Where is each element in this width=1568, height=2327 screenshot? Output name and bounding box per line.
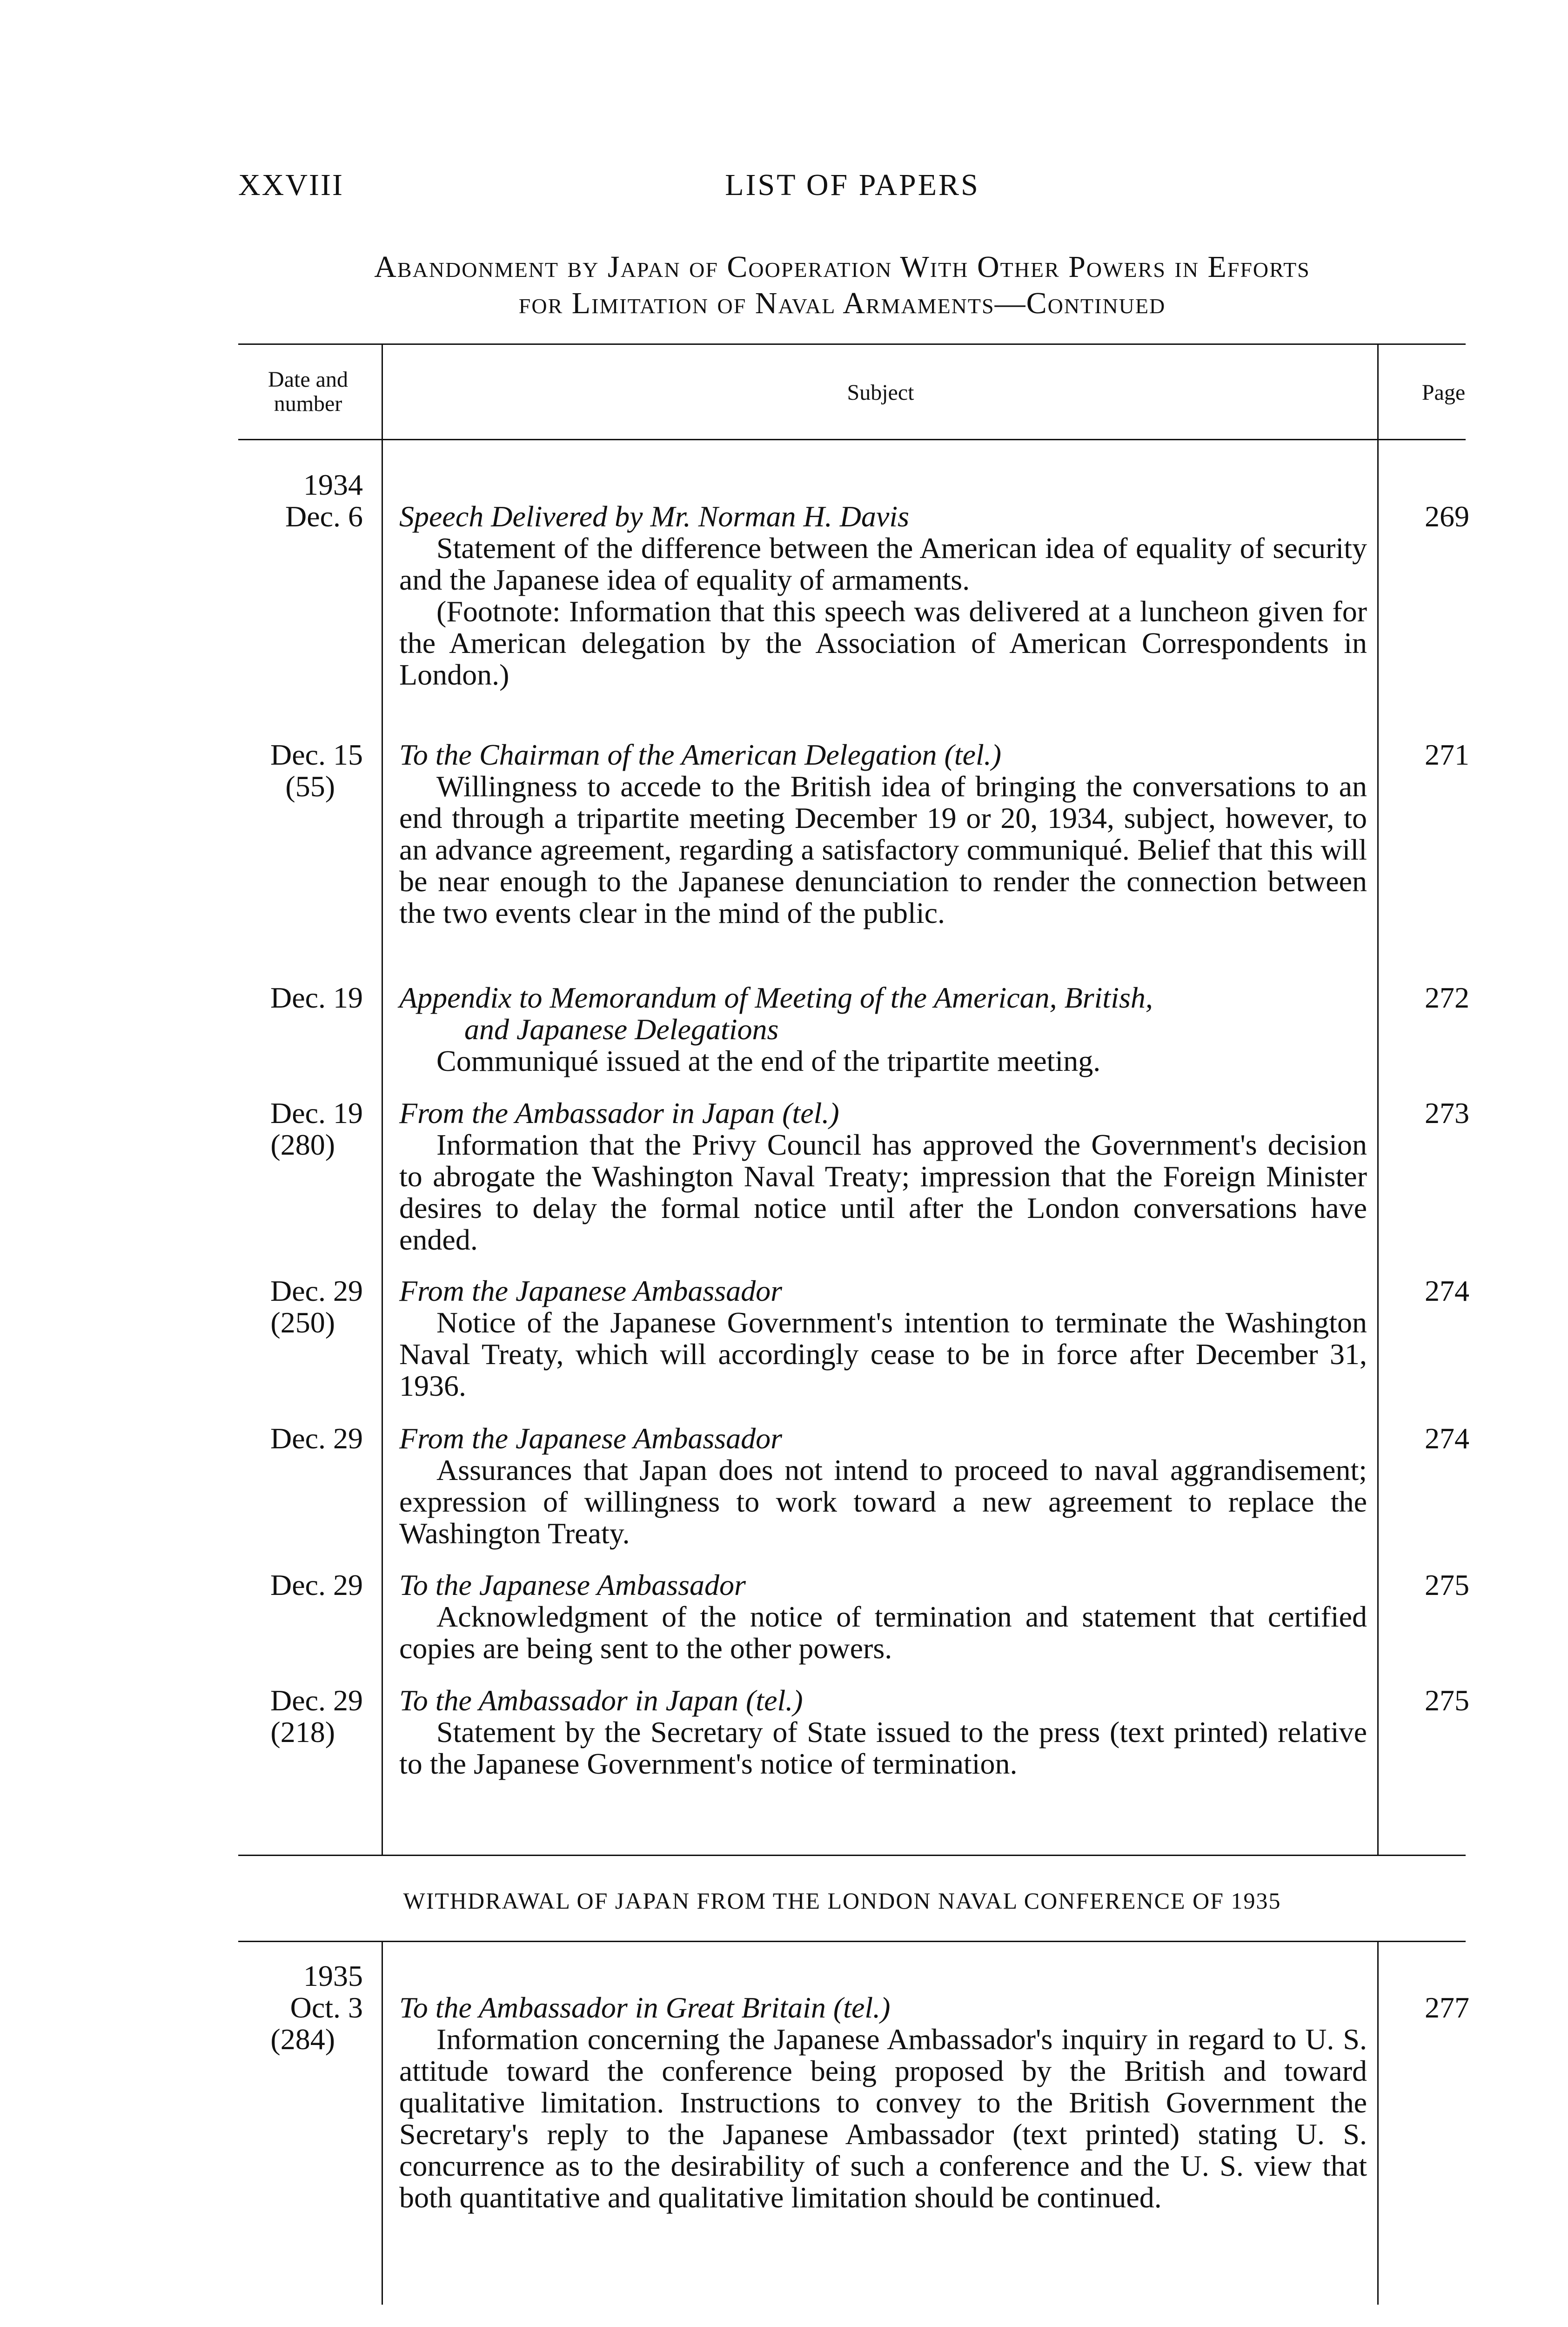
entry-page: 274	[1425, 1422, 1469, 1455]
entry-title: From the Ambassador in Japan (tel.)	[399, 1096, 839, 1130]
entry-number: (218)	[270, 1715, 335, 1749]
table2-column-divider-page	[1377, 1942, 1379, 2305]
entry-subject	[399, 501, 1367, 691]
entry-title-continued: and Japanese Delegations	[464, 1013, 779, 1046]
column-header-date-line2: number	[274, 391, 342, 416]
entry-date-cell	[219, 1275, 363, 1338]
table2-column-divider-date	[382, 1942, 383, 2305]
entry-date: Dec. 29	[270, 1274, 363, 1307]
entry-description: Acknowledgment of the notice of termination and statement that certified copies are being sent to the other powers.	[399, 1600, 1367, 1665]
entry-description: Information that the Privy Council has approved the Government's decision to abrogate the Washington Naval Treaty; impression that the Foreign Minister desires to delay the formal notice until after the London conversations have ended.	[399, 1128, 1367, 1256]
entry-date-cell	[219, 1960, 363, 2055]
entry-number: (284)	[270, 2023, 335, 2056]
entry-subject	[399, 1685, 1367, 1780]
entry-year: 1935	[303, 1959, 363, 1992]
entry-title: From the Japanese Ambassador	[399, 1422, 783, 1455]
entry-description: Statement by the Secretary of State issued to the press (text printed) relative to the Japanese Government's notice of termination.	[399, 1715, 1367, 1780]
entry-number: (250)	[270, 1306, 335, 1339]
entry-date: Dec. 29	[270, 1568, 363, 1601]
entry-subject	[399, 1097, 1367, 1256]
entry-page: 277	[1425, 1991, 1469, 2024]
entry-number: (55)	[285, 770, 335, 803]
entry-description: Information concerning the Japanese Ambassador's inquiry in regard to U. S. attitude toward the conference being proposed by the British and toward qualitative limitation. Instructions to convey to the British Government the Secretary's reply to the Japanese Ambassador (text printed) stating U. S. concurrence as to the desirability of such a conference and the U. S. view that both quantitative and qualitative limitation should be continued.	[399, 2023, 1367, 2214]
entry-footnote: (Footnote: Information that this speech was delivered at a luncheon given for the American delegation by the Association of American Correspondents in London.)	[399, 595, 1367, 691]
entry-subject	[399, 739, 1367, 929]
entry-subject	[399, 982, 1367, 1077]
entry-subject	[399, 1569, 1367, 1664]
entry-page: 275	[1425, 1568, 1469, 1601]
entry-year: 1934	[303, 468, 363, 501]
table-top-rule	[238, 343, 1466, 345]
entry-page: 271	[1425, 738, 1469, 771]
entry-title: To the Japanese Ambassador	[399, 1568, 746, 1601]
column-header-date	[238, 368, 378, 416]
running-head: LIST OF PAPERS	[725, 168, 980, 202]
column-divider-page	[1377, 344, 1379, 1855]
section2-title: WITHDRAWAL OF JAPAN FROM THE LONDON NAVAL CONFERENCE OF 1935	[403, 1888, 1281, 1914]
entry-date: Dec. 29	[270, 1422, 363, 1455]
entry-description: Notice of the Japanese Government's intention to terminate the Washington Naval Treaty, which will accordingly cease to be in force after December 31, 1936.	[399, 1306, 1367, 1402]
section-title-line1: Abandonment by Japan of Cooperation With Other Powers in Efforts	[374, 250, 1310, 284]
entry-page: 272	[1425, 981, 1469, 1014]
entry-date-cell	[219, 739, 363, 802]
entry-date-cell	[219, 1097, 363, 1161]
entry-page: 275	[1425, 1684, 1469, 1717]
entry-date: Dec. 19	[270, 1096, 363, 1130]
column-divider-date	[382, 344, 383, 1855]
section-title-line2: for Limitation of Naval Armaments—Continued	[518, 286, 1166, 320]
entry-date-cell	[219, 1569, 363, 1601]
entry-description: Communiqué issued at the end of the tripartite meeting.	[436, 1044, 1101, 1077]
page-folio: XXVIII	[238, 168, 344, 202]
table-header-rule	[238, 439, 1466, 440]
entry-subject	[399, 1275, 1367, 1402]
page-header	[238, 168, 1467, 209]
entry-title: From the Japanese Ambassador	[399, 1274, 783, 1307]
entry-page: 274	[1425, 1274, 1469, 1307]
table-bottom-rule	[238, 1855, 1466, 1856]
entry-title: Appendix to Memorandum of Meeting of the American, British,	[399, 981, 1153, 1014]
table2-top-rule	[238, 1941, 1466, 1942]
entry-date-cell	[219, 469, 363, 532]
entry-page: 269	[1425, 500, 1469, 533]
entry-date-cell	[219, 982, 363, 1014]
entry-subject	[399, 1423, 1367, 1549]
entry-description: Willingness to accede to the British idea of bringing the conversations to an end through a tripartite meeting December 19 or 20, 1934, subject, however, to an advance agreement, regarding a satisfactory communiqué. Belief that this will be near enough to the Japanese denunciation to render the connection between the two events clear in the mind of the public.	[399, 770, 1367, 929]
entry-title: Speech Delivered by Mr. Norman H. Davis	[399, 500, 910, 533]
entry-description: Assurances that Japan does not intend to proceed to naval aggrandisement; expression of willingness to work toward a new agreement to replace the Washington Treaty.	[399, 1453, 1367, 1550]
entry-date: Dec. 19	[270, 981, 363, 1014]
entry-title: To the Chairman of the American Delegation (tel.)	[399, 738, 1002, 771]
entry-date: Dec. 29	[270, 1684, 363, 1717]
entry-date-cell	[219, 1423, 363, 1454]
entry-date: Oct. 3	[290, 1991, 363, 2024]
column-header-date-line1: Date and	[268, 367, 348, 392]
entry-description: Statement of the difference between the American idea of equality of security and the Japanese idea of equality of armaments.	[399, 531, 1367, 596]
entry-number: (280)	[270, 1128, 335, 1161]
column-header-subject: Subject	[847, 380, 914, 405]
entry-subject	[399, 1992, 1367, 2213]
entry-title: To the Ambassador in Japan (tel.)	[399, 1684, 803, 1717]
column-header-page: Page	[1421, 380, 1466, 405]
entry-date: Dec. 15	[270, 738, 363, 771]
entry-title: To the Ambassador in Great Britain (tel.)	[399, 1991, 891, 2024]
entry-date-cell	[219, 1685, 363, 1748]
entry-date: Dec. 6	[285, 500, 363, 533]
entry-page: 273	[1425, 1096, 1469, 1130]
